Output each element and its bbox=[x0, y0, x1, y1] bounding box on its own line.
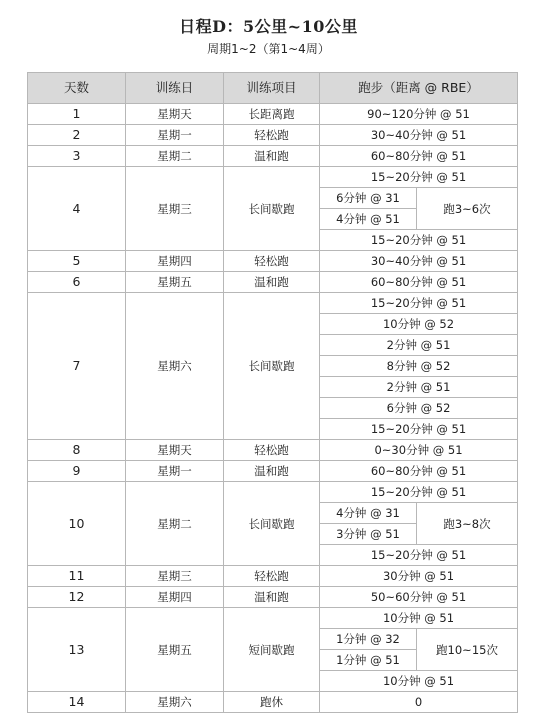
run-cell: 60~80分钟 @ 51 bbox=[320, 272, 518, 293]
day-cell: 6 bbox=[28, 272, 126, 293]
day-cell: 2 bbox=[28, 125, 126, 146]
table-row bbox=[28, 482, 518, 503]
training-schedule-table bbox=[27, 72, 518, 713]
weekday-cell: 星期二 bbox=[126, 146, 224, 167]
run-cell: 90~120分钟 @ 51 bbox=[320, 104, 518, 125]
page-title: 日程D：5公里~10公里 bbox=[179, 17, 358, 36]
weekday-cell: 星期一 bbox=[126, 125, 224, 146]
repeat-cell: 跑3~6次 bbox=[417, 188, 518, 230]
workout-type-cell: 短间歇跑 bbox=[224, 608, 320, 692]
warmup-cell: 15~20分钟 @ 51 bbox=[320, 482, 518, 503]
run-cell: 60~80分钟 @ 51 bbox=[320, 461, 518, 482]
weekday-cell: 星期六 bbox=[126, 692, 224, 713]
table-row bbox=[28, 251, 518, 272]
weekday-cell: 星期六 bbox=[126, 293, 224, 440]
workout-type-cell: 长距离跑 bbox=[224, 104, 320, 125]
day-cell: 5 bbox=[28, 251, 126, 272]
workout-type-cell: 跑休 bbox=[224, 692, 320, 713]
table-row bbox=[28, 608, 518, 629]
step-cell: 8分钟 @ 52 bbox=[320, 356, 518, 377]
run-cell: 60~80分钟 @ 51 bbox=[320, 146, 518, 167]
interval-cell: 3分钟 @ 51 bbox=[320, 524, 417, 545]
workout-type-cell: 轻松跑 bbox=[224, 440, 320, 461]
run-cell: 50~60分钟 @ 51 bbox=[320, 587, 518, 608]
table-row bbox=[28, 692, 518, 713]
workout-type-cell: 轻松跑 bbox=[224, 125, 320, 146]
repeat-cell: 跑3~8次 bbox=[417, 503, 518, 545]
table-row bbox=[28, 461, 518, 482]
header-day: 天数 bbox=[28, 73, 126, 104]
table-row bbox=[28, 293, 518, 314]
run-cell: 30分钟 @ 51 bbox=[320, 566, 518, 587]
day-cell: 1 bbox=[28, 104, 126, 125]
day-cell: 11 bbox=[28, 566, 126, 587]
weekday-cell: 星期四 bbox=[126, 251, 224, 272]
workout-type-cell: 长间歇跑 bbox=[224, 167, 320, 251]
step-cell: 6分钟 @ 52 bbox=[320, 398, 518, 419]
table-row bbox=[28, 272, 518, 293]
workout-type-cell: 温和跑 bbox=[224, 587, 320, 608]
table-row bbox=[28, 566, 518, 587]
table-row bbox=[28, 125, 518, 146]
weekday-cell: 星期二 bbox=[126, 482, 224, 566]
workout-type-cell: 轻松跑 bbox=[224, 251, 320, 272]
table-row bbox=[28, 587, 518, 608]
interval-cell: 6分钟 @ 31 bbox=[320, 188, 417, 209]
interval-cell: 4分钟 @ 51 bbox=[320, 209, 417, 230]
cooldown-cell: 15~20分钟 @ 51 bbox=[320, 545, 518, 566]
day-cell: 8 bbox=[28, 440, 126, 461]
warmup-cell: 15~20分钟 @ 51 bbox=[320, 167, 518, 188]
step-cell: 15~20分钟 @ 51 bbox=[320, 419, 518, 440]
day-cell: 12 bbox=[28, 587, 126, 608]
day-cell: 13 bbox=[28, 608, 126, 692]
warmup-cell: 10分钟 @ 51 bbox=[320, 608, 518, 629]
run-cell: 30~40分钟 @ 51 bbox=[320, 251, 518, 272]
header-workout-type: 训练项目 bbox=[224, 73, 320, 104]
page-subtitle: 周期1~2（第1~4周） bbox=[207, 42, 330, 56]
cooldown-cell: 15~20分钟 @ 51 bbox=[320, 230, 518, 251]
step-cell: 2分钟 @ 51 bbox=[320, 335, 518, 356]
day-cell: 14 bbox=[28, 692, 126, 713]
header-weekday: 训练日 bbox=[126, 73, 224, 104]
day-cell: 10 bbox=[28, 482, 126, 566]
table-row bbox=[28, 146, 518, 167]
workout-type-cell: 轻松跑 bbox=[224, 566, 320, 587]
table-row bbox=[28, 167, 518, 188]
step-cell: 2分钟 @ 51 bbox=[320, 377, 518, 398]
weekday-cell: 星期五 bbox=[126, 272, 224, 293]
interval-cell: 1分钟 @ 51 bbox=[320, 650, 417, 671]
run-cell: 0 bbox=[320, 692, 518, 713]
interval-cell: 4分钟 @ 31 bbox=[320, 503, 417, 524]
weekday-cell: 星期天 bbox=[126, 104, 224, 125]
table-row bbox=[28, 104, 518, 125]
workout-type-cell: 温和跑 bbox=[224, 146, 320, 167]
weekday-cell: 星期三 bbox=[126, 566, 224, 587]
workout-type-cell: 长间歇跑 bbox=[224, 482, 320, 566]
step-cell: 15~20分钟 @ 51 bbox=[320, 293, 518, 314]
interval-cell: 1分钟 @ 32 bbox=[320, 629, 417, 650]
day-cell: 7 bbox=[28, 293, 126, 440]
header-run: 跑步（距离 @ RBE） bbox=[320, 73, 518, 104]
workout-type-cell: 长间歇跑 bbox=[224, 293, 320, 440]
cooldown-cell: 10分钟 @ 51 bbox=[320, 671, 518, 692]
step-cell: 10分钟 @ 52 bbox=[320, 314, 518, 335]
workout-type-cell: 温和跑 bbox=[224, 461, 320, 482]
weekday-cell: 星期三 bbox=[126, 167, 224, 251]
weekday-cell: 星期五 bbox=[126, 608, 224, 692]
table-row bbox=[28, 440, 518, 461]
day-cell: 3 bbox=[28, 146, 126, 167]
run-cell: 0~30分钟 @ 51 bbox=[320, 440, 518, 461]
workout-type-cell: 温和跑 bbox=[224, 272, 320, 293]
day-cell: 9 bbox=[28, 461, 126, 482]
weekday-cell: 星期天 bbox=[126, 440, 224, 461]
weekday-cell: 星期一 bbox=[126, 461, 224, 482]
day-cell: 4 bbox=[28, 167, 126, 251]
table-header-row bbox=[28, 73, 518, 104]
run-cell: 30~40分钟 @ 51 bbox=[320, 125, 518, 146]
weekday-cell: 星期四 bbox=[126, 587, 224, 608]
repeat-cell: 跑10~15次 bbox=[417, 629, 518, 671]
